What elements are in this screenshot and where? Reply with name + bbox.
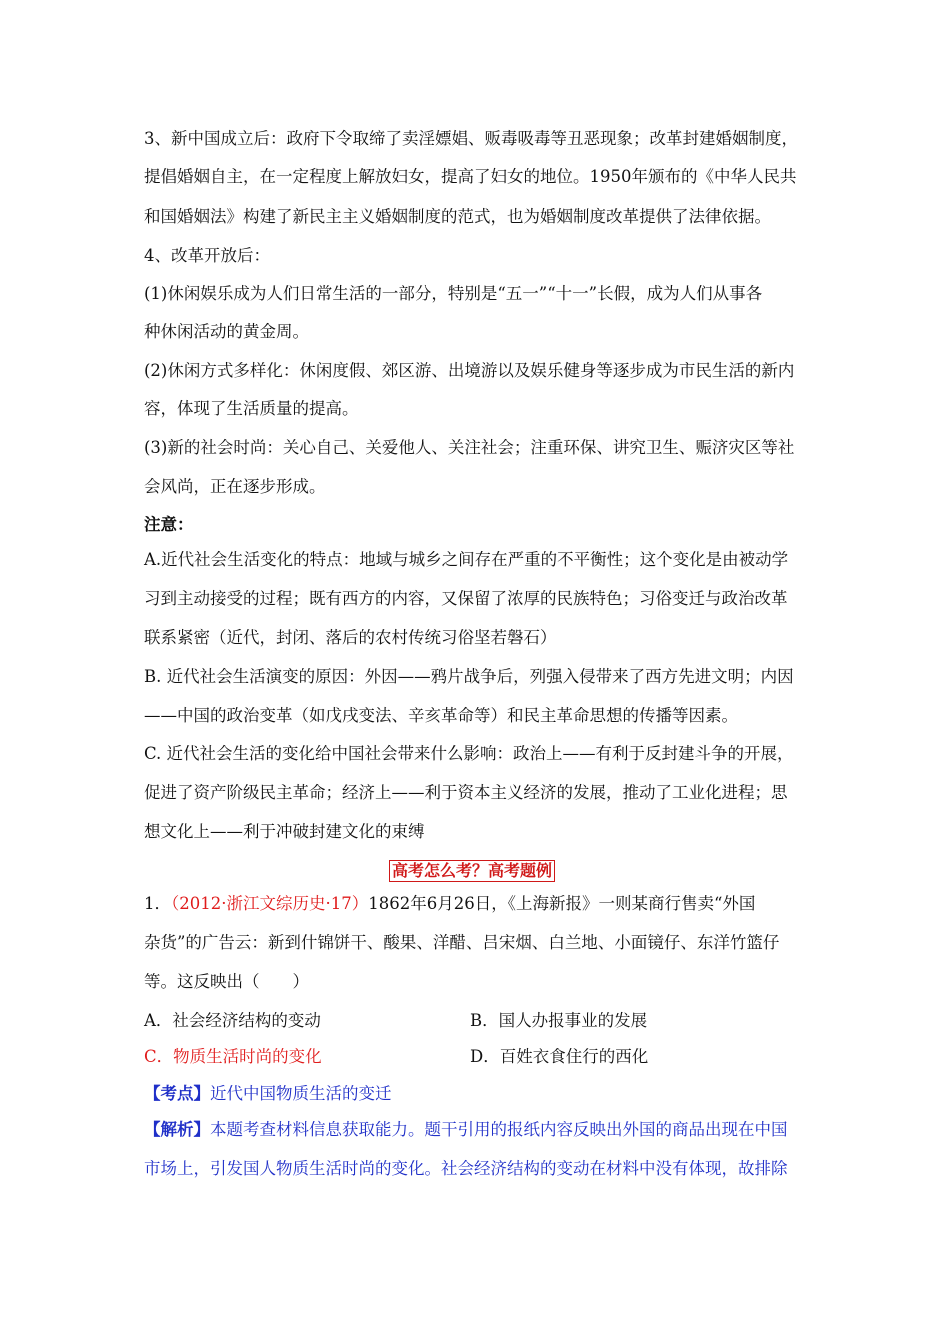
kaodian-label: 【考点】 <box>144 1084 210 1103</box>
section4-line-2: 种休闲活动的黄金周。 <box>144 322 309 341</box>
section4-line-6: 会风尚，正在逐步形成。 <box>144 477 326 496</box>
notes-line-1: A.近代社会生活变化的特点：地域与城乡之间存在严重的不平衡性；这个变化是由被动学 <box>144 550 789 569</box>
question-source: （2012·浙江文综历史·17） <box>171 894 369 913</box>
question1-line-1 <box>144 893 755 915</box>
question-number: 1． <box>144 894 171 913</box>
notes-heading: 注意： <box>144 515 194 534</box>
notes-line-8: 想文化上——利于冲破封建文化的束缚 <box>144 822 425 841</box>
option-c-answer: C．物质生活时尚的变化 <box>144 1047 322 1066</box>
option-a: A．社会经济结构的变动 <box>144 1011 321 1030</box>
notes-line-3: 联系紧密（近代，封闭、落后的农村传统习俗坚若磐石） <box>144 628 557 647</box>
question-stem-start: 1862年6月26日，《上海新报》一则某商行售卖“外国 <box>368 894 756 913</box>
jiexi-label: 【解析】 <box>144 1120 210 1139</box>
section3-line-1: 3、新中国成立后：政府下令取缔了卖淫嫖娼、贩毒吸毒等丑恶现象；改革封建婚姻制度， <box>144 129 798 148</box>
question1-line-2: 杂货”的广告云：新到什锦饼干、酸果、洋醋、吕宋烟、白兰地、小面镜仔、东洋竹篮仔 <box>144 933 780 952</box>
jiexi-line-2: 市场上，引发国人物质生活时尚的变化。社会经济结构的变动在材料中没有体现，故排除 <box>144 1159 788 1178</box>
kaodian-line <box>144 1083 392 1105</box>
notes-line-4: B. 近代社会生活演变的原因：外因——鸦片战争后，列强入侵带来了西方先进文明；内因 <box>144 667 794 686</box>
section3-line-2: 提倡婚姻自主，在一定程度上解放妇女，提高了妇女的地位。1950年颁布的《中华人民共 <box>144 167 797 186</box>
section3-line-3: 和国婚姻法》构建了新民主主义婚姻制度的范式，也为婚姻制度改革提供了法律依据。 <box>144 207 771 226</box>
notes-line-7: 促进了资产阶级民主革命；经济上——利于资本主义经济的发展，推动了工业化进程；思 <box>144 783 788 802</box>
exam-section-title: 高考怎么考？高考题例 <box>389 860 555 882</box>
section4-line-5: (3)新的社会时尚：关心自己、关爱他人、关注社会；注重环保、讲究卫生、赈济灾区等社 <box>144 438 795 457</box>
section4-line-3: (2)休闲方式多样化：休闲度假、郊区游、出境游以及娱乐健身等逐步成为市民生活的新内 <box>144 361 795 380</box>
kaodian-text: 近代中国物质生活的变迁 <box>210 1084 392 1103</box>
jiexi-text-1: 本题考查材料信息获取能力。题干引用的报纸内容反映出外国的商品出现在中国 <box>210 1120 788 1139</box>
question1-line-3: 等。这反映出（ ） <box>144 972 309 991</box>
notes-line-5: ——中国的政治变革（如戊戌变法、辛亥革命等）和民主革命思想的传播等因素。 <box>144 706 738 725</box>
jiexi-line-1 <box>144 1119 788 1141</box>
section4-line-1: (1)休闲娱乐成为人们日常生活的一部分，特别是“五一”“十一”长假，成为人们从事各 <box>144 284 763 303</box>
section4-line-4: 容，体现了生活质量的提高。 <box>144 399 359 418</box>
section4-heading: 4、改革开放后： <box>144 246 270 265</box>
option-b: B．国人办报事业的发展 <box>470 1011 648 1030</box>
notes-line-6: C. 近代社会生活的变化给中国社会带来什么影响：政治上——有利于反封建斗争的开展， <box>144 744 794 763</box>
option-d: D．百姓衣食住行的西化 <box>470 1047 649 1066</box>
notes-line-2: 习到主动接受的过程；既有西方的内容，又保留了浓厚的民族特色；习俗变迁与政治改革 <box>144 589 788 608</box>
